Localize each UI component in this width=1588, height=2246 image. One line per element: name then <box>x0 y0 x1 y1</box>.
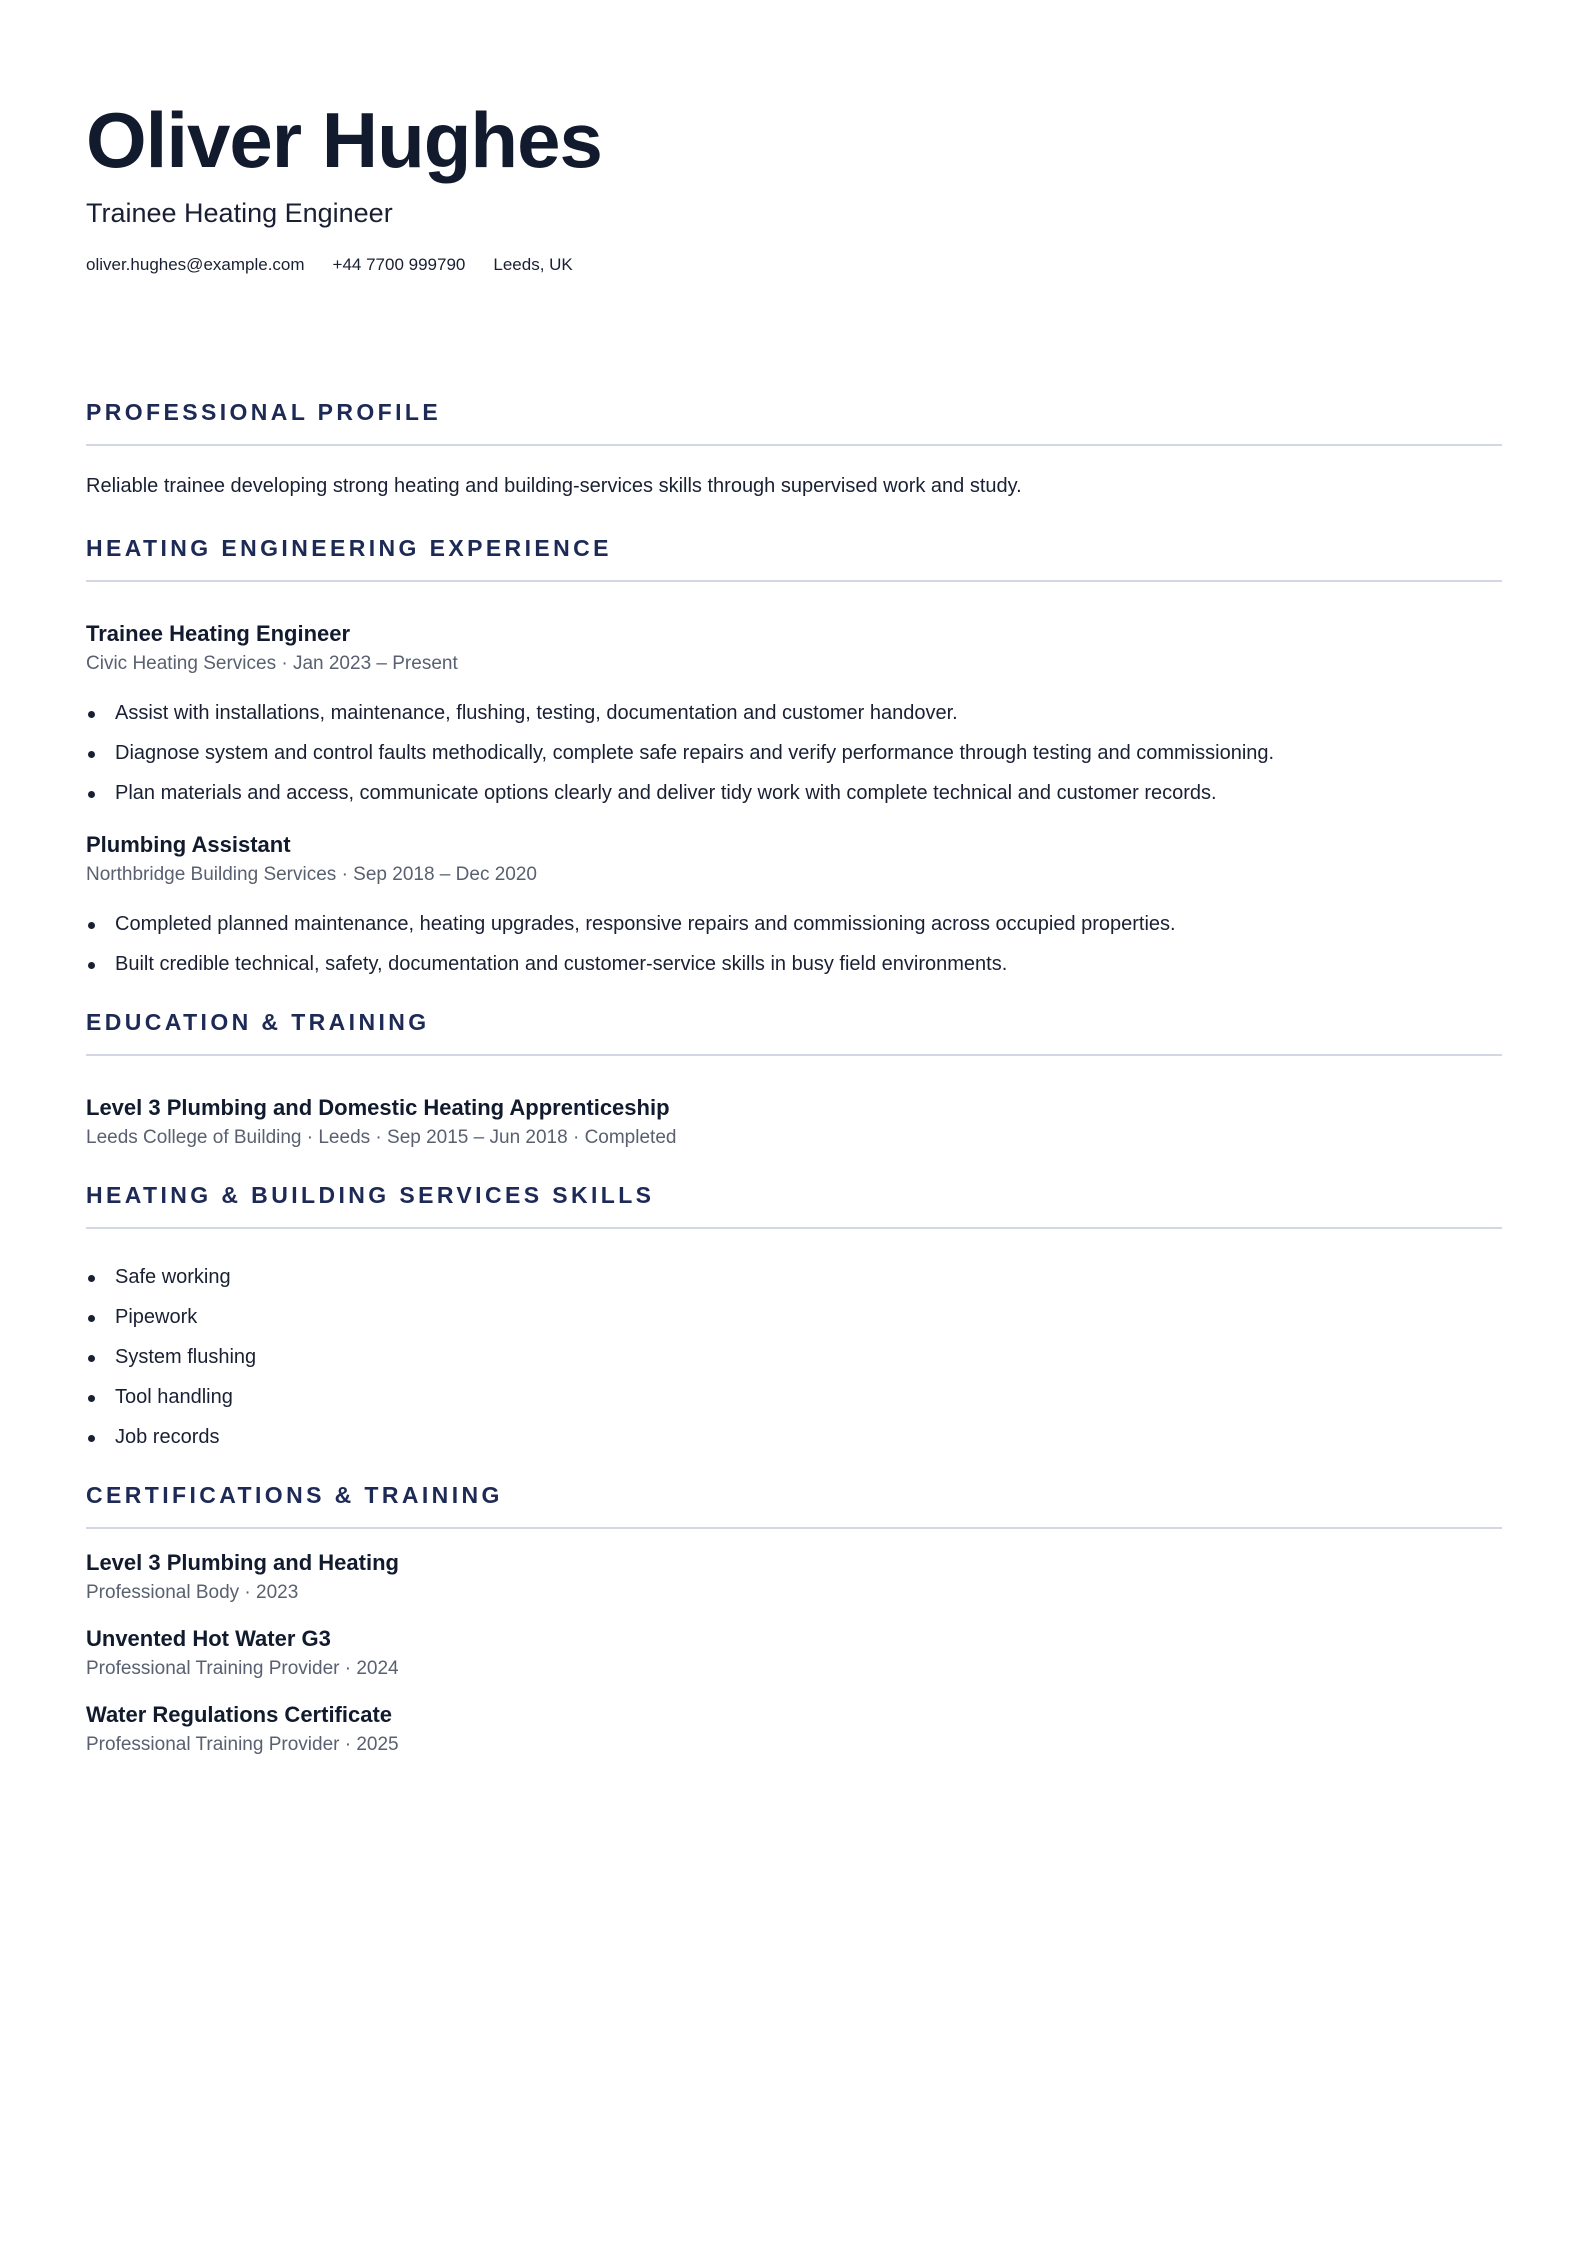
section-heading: PROFESSIONAL PROFILE <box>86 398 1502 446</box>
section-education <box>86 1008 1502 1151</box>
section-heading: CERTIFICATIONS & TRAINING <box>86 1481 1502 1529</box>
certification-meta: Professional Training Provider · 2024 <box>86 1658 399 1679</box>
skills-list <box>86 1263 1502 1451</box>
section-heading: HEATING & BUILDING SERVICES SKILLS <box>86 1181 1502 1229</box>
job-entry <box>86 620 1502 807</box>
job-bullets <box>86 699 1502 807</box>
skill-item: Safe working <box>86 1263 1502 1291</box>
certification-title: Level 3 Plumbing and Heating <box>86 1550 399 1575</box>
section-certifications <box>86 1481 1502 1758</box>
job-title: Plumbing Assistant <box>86 832 291 857</box>
section-experience <box>86 534 1502 978</box>
section-heading: EDUCATION & TRAINING <box>86 1008 1502 1056</box>
certification-entry <box>86 1625 1502 1682</box>
job-title: Trainee Heating Engineer <box>86 621 351 646</box>
section-profile <box>86 398 1502 500</box>
certification-entry <box>86 1701 1502 1758</box>
resume-header <box>86 0 1502 276</box>
skill-item: Tool handling <box>86 1383 1502 1411</box>
certification-title: Water Regulations Certificate <box>86 1702 393 1727</box>
candidate-name: Oliver Hughes <box>86 96 602 184</box>
section-skills <box>86 1181 1502 1451</box>
skill-item: Job records <box>86 1423 1502 1451</box>
job-meta: Northbridge Building Services · Sep 2018 – Dec 2020 <box>86 864 537 885</box>
certification-list <box>86 1549 1502 1758</box>
profile-summary: Reliable trainee developing strong heating and building-services skills through supervised work and study. <box>86 475 1022 497</box>
certification-title: Unvented Hot Water G3 <box>86 1626 331 1651</box>
job-bullet: Diagnose system and control faults methodically, complete safe repairs and verify performance through testing and commissioning. <box>86 739 1502 767</box>
candidate-title: Trainee Heating Engineer <box>86 198 393 228</box>
education-entry <box>86 1094 1502 1151</box>
contact-phone: +44 7700 999790 <box>332 255 466 274</box>
certification-meta: Professional Training Provider · 2025 <box>86 1734 399 1755</box>
skill-item: Pipework <box>86 1303 1502 1331</box>
job-meta: Civic Heating Services · Jan 2023 – Present <box>86 653 458 674</box>
job-bullet: Completed planned maintenance, heating upgrades, responsive repairs and commissioning across occupied properties. <box>86 910 1502 938</box>
job-bullet: Plan materials and access, communicate options clearly and deliver tidy work with complete technical and customer records. <box>86 779 1502 807</box>
education-title: Level 3 Plumbing and Domestic Heating Apprenticeship <box>86 1095 670 1120</box>
contact-location: Leeds, UK <box>493 255 573 274</box>
job-bullet: Assist with installations, maintenance, flushing, testing, documentation and customer handover. <box>86 699 1502 727</box>
job-bullets <box>86 910 1502 978</box>
certification-meta: Professional Body · 2023 <box>86 1582 299 1603</box>
education-meta: Leeds College of Building · Leeds · Sep 2015 – Jun 2018 · Completed <box>86 1127 677 1148</box>
job-entry <box>86 831 1502 978</box>
skill-item: System flushing <box>86 1343 1502 1371</box>
certification-entry <box>86 1549 1502 1606</box>
section-heading: HEATING ENGINEERING EXPERIENCE <box>86 534 1502 582</box>
job-bullet: Built credible technical, safety, documentation and customer-service skills in busy field environments. <box>86 950 1502 978</box>
contact-email: oliver.hughes@example.com <box>86 255 305 274</box>
contact-line <box>86 254 1502 276</box>
